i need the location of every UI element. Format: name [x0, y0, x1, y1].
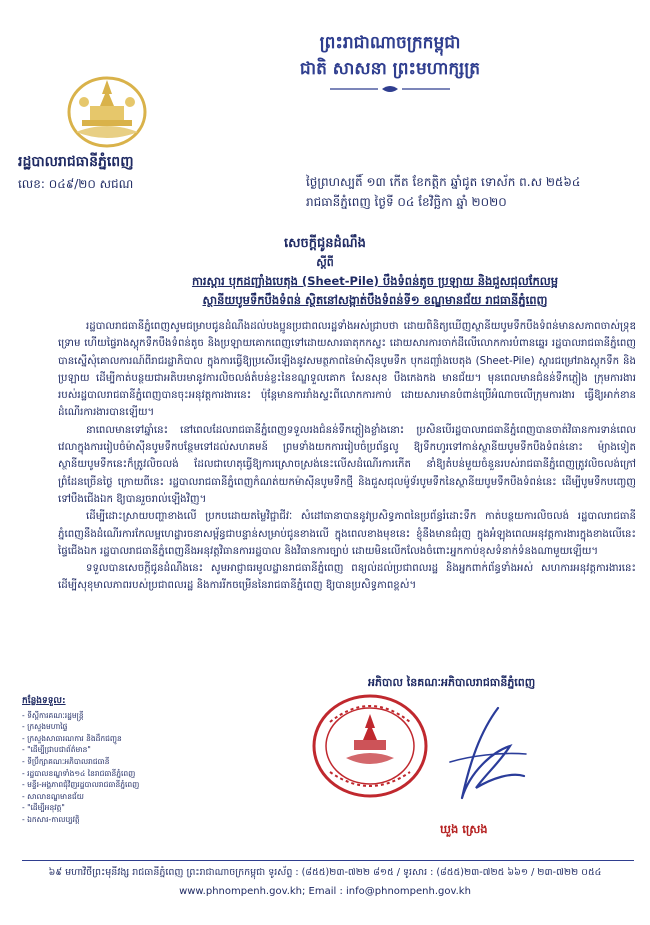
date-block — [306, 172, 636, 212]
recipient-item: - ទីស្តីការគណៈរដ្ឋមន្ត្រី — [22, 710, 252, 722]
letter-body — [58, 318, 636, 595]
signatory-title: អភិបាល នៃគណៈអភិបាលរាជធានីភ្នំពេញ — [368, 676, 536, 689]
recipient-item: - "ដើម្បីអនុវត្ត" — [22, 802, 252, 814]
subject-line-1: ការស្តារ បុកដញ្ជាំងបេតុង (Sheet-Pile) បឹងទំពន់តូច ប្រឡាយ និងជួសជុលកែលម្អ — [191, 274, 559, 288]
recipients-title: កន្លែងទទួល: — [22, 696, 66, 706]
body-paragraph: ទទួលបានសេចក្តីជូនដំណឹងនេះ សូមអាជ្ញាធរមូលដ្ឋានរាជធានីភ្នំពេញ ពន្យល់ដល់ប្រជាពលរដ្ឋ និងអ្នកពាក់ព័ន្ធទាំងអស់ សហការអនុវត្តការងារនេះ ដើម្បីសុខុមាលភាពរបស់ប្រជាពលរដ្ឋ និងការរីកចម្រើននៃរាជធានីភ្នំពេញ ឱ្យបានប្រសិទ្ធភាពខ្ពស់។ — [58, 563, 636, 592]
recipient-item: - "ដើម្បីជ្រាបជាព័ត៌មាន" — [22, 744, 252, 756]
body-paragraph: នាពេលមានទៅឆ្នាំនេះ នៅពេលដែលរាជធានីភ្នំពេញទទួលរងជំនន់ទឹកភ្លៀងខ្លាំងនោះ ប្រសិនបើរដ្ឋបាលរាជធានីភ្នំពេញបានចាត់វិធានការទាន់ពេលវេលាក្នុងការរៀបចំម៉ាស៊ីនបូមទឹកបន្ថែមទៅដល់សហគមន៍ ព្រមទាំងយកការរៀបចំប្រព័ន្ធលូ ឱ្យទឹកហូរទៅកាន់ស្ថានីយបូមទឹកបឹងទំពន់នោះ ម៉្យាងទៀតស្ថានីយបូមទឹកនេះក៏ត្រូវលិចលង់ ដែលជាហេតុធ្វើឱ្យការស្រោចស្រង់នេះលើសដំណើរការកើត នាំឱ្យតំបន់មួយចំនួនរបស់រាជធានីភ្នំពេញត្រូវលិចលង់ក្រៅព្រំដែនច្រើនថ្ងៃ ក្រោយពីនេះ រដ្ឋបាលរាជធានីភ្នំពេញកំណត់យកម៉ាស៊ីនបូមទឹកថ្មី និងជួសជុលម៉ូទ័របូមទឹកនៃស្ថានីយបូមទឹកបឹងទំពន់នេះ ដើម្បីបូមទឹកបញ្ចេញទៅបឹងជើងឯក ឱ្យបានរួចរាល់ឡើងវិញ។ — [58, 424, 636, 505]
recipient-item: - ក្រសួងសាធារណការ និងដឹកជញ្ជូន — [22, 733, 252, 745]
footer-divider — [22, 860, 634, 861]
national-motto: ជាតិ សាសនា ព្រះមហាក្សត្រ — [299, 59, 481, 79]
document-title-sub: ស្តីពី — [316, 256, 334, 269]
footer-address: ៦៩ មហាវិថីព្រះមុនីវង្ស រាជធានីភ្នំពេញ ព្រះរាជាណាចក្រកម្ពុជា ទូរស័ព្ទ : (៨៥៥)២៣-៧២២ ៨១៥ / ទូរសារ : (៨៥៥)២៣-៧២៥ ៦៦១ / ២៣-៧២២ ០៥៤ — [48, 867, 602, 878]
kingdom-name: ព្រះរាជាណាចក្រកម្ពុជា — [319, 33, 461, 53]
recipient-item: - ក្រសួងមហាផ្ទៃ — [22, 721, 252, 733]
subject-line-2: ស្ថានីយបូមទឹកបឹងទំពន់ ស្ថិតនៅសង្កាត់បឹងទំពន់ទី១ ខណ្ឌមានជ័យ រាជធានីភ្នំពេញ — [202, 293, 548, 307]
subject — [115, 272, 635, 310]
footer-web-email: www.phnompenh.gov.kh; Email : info@phnompenh.gov.kh — [179, 886, 471, 897]
body-paragraph: រដ្ឋបាលរាជធានីភ្នំពេញសូមជម្រាបជូនដំណឹងដល់បងប្អូនប្រជាពលរដ្ឋទាំងអស់ជ្រាបថា ដោយពិនិត្យឃើញស្ថានីយបូមទឹកបឹងទំពន់មានសភាពចាស់ទ្រុឌទ្រោម ហើយផ្ទៃរាងស្តុកទឹកបឹងទំពន់តូច និងប្រឡាយគោកពេញទៅដោយសារធាតុកកស្ទះ ដោយសារការចាក់ដីលើលោកការបំពានឆ្នេរ រដ្ឋបាលរាជធានីភ្នំពេញបានស្នើសុំគោលការណ៍ពីរាជរដ្ឋាភិបាល ក្នុងការធ្វើឱ្យប្រសើរឡើងនូវសមត្ថភាពនៃម៉ាស៊ីនបូមទឹក បុកដញ្ជាំងបេតុង (Sheet-Pile) ស្តារជម្រៅរាងស្តុកទឹក និងប្រឡាយ ដើម្បីកាត់បន្ថយជាអតិបរមានូវការលិចលង់តំបន់ខ្លះនៃខណ្ឌទួលគោក សែនសុខ បឹងកេងកង មានជ័យ។ មុនពេលមានជំនន់ទឹកភ្លៀង ក្រុមការងាររបស់រដ្ឋបាលរាជធានីភ្នំពេញបានចុះអនុវត្តការងារនេះ ប៉ុន្តែមានការរាំងស្ទះពីលោកការកាប់ ដោយសារមានបំពាន់ប្រើអំណាចលើក្រុមការងារ ធ្វើឱ្យអាក់ខានដំណើរការងារបានឡើយ។ — [58, 321, 636, 419]
recipient-item: - ឯកសារ-កាលប្បវត្តិ — [22, 814, 252, 826]
divider-ornament-icon — [320, 84, 460, 94]
recipient-item: - សាលាខណ្ឌមានជ័យ — [22, 791, 252, 803]
recipient-item: - ទីប្រឹក្សាគណៈអភិបាលរាជធានី — [22, 756, 252, 768]
recipient-item: - មន្ទីរ-អង្គភាពជុំវិញរដ្ឋបាលរាជធានីភ្នំពេញ — [22, 779, 252, 791]
handwritten-signature-icon — [440, 702, 530, 812]
reference-number: លេខ: ០៤៩/២០ សជណ — [18, 177, 134, 191]
signer-name: ឃួង ស្រេង — [440, 822, 488, 836]
phnom-penh-seal-icon — [62, 72, 152, 148]
lunar-date: ថ្ងៃព្រហស្បតិ៍ ១៣ កើត ខែកត្តិក ឆ្នាំជូត ទោស័ក ព.ស ២៥៦៤ — [306, 175, 581, 189]
issuing-authority: រដ្ឋបាលរាជធានីភ្នំពេញ — [18, 154, 134, 170]
official-stamp-icon — [310, 692, 430, 800]
recipient-item: - រដ្ឋបាលខណ្ឌទាំង១៤ នៃរាជធានីភ្នំពេញ — [22, 768, 252, 780]
body-paragraph: ដើម្បីដោះស្រាយបញ្ហាខាងលើ ប្រកបដោយតម្លៃវិជ្ជាជីវៈ សំដៅធានាបាននូវប្រសិទ្ធភាពនៃប្រព័ន្ធរំដោះទឹក កាត់បន្ថយការលិចលង់ រដ្ឋបាលរាជធានីភ្នំពេញនឹងដំណើរការកែលម្អហេដ្ឋារចនាសម្ព័ន្ធជាបន្ទាន់សម្រាប់ជូនខាងលើ ក្នុងពេលខាងមុខនេះ ខ្ញុំនឹងមានជំរុញ ក្នុងអំឡុងពេលអនុវត្តការងារក្នុងខាងលើនេះ ផ្ទៃជើងឯក រដ្ឋបាលរាជធានីភ្នំពេញនឹងអនុវត្តវិធានការរដ្ឋបាល និងវិធានការច្បាប់ ដោយមិនលើកលែងចំពោះអ្នកកាប់ខុសទំនាក់ទំនងណាមួយឡើយ។ — [58, 511, 636, 557]
solar-date: រាជធានីភ្នំពេញ ថ្ងៃទី ០៤ ខែវិច្ឆិកា ឆ្នាំ ២០២០ — [306, 195, 507, 209]
document-title: សេចក្តីជូនដំណឹង — [284, 236, 366, 251]
recipients-block — [22, 696, 252, 826]
letterhead-kingdom — [250, 30, 530, 94]
